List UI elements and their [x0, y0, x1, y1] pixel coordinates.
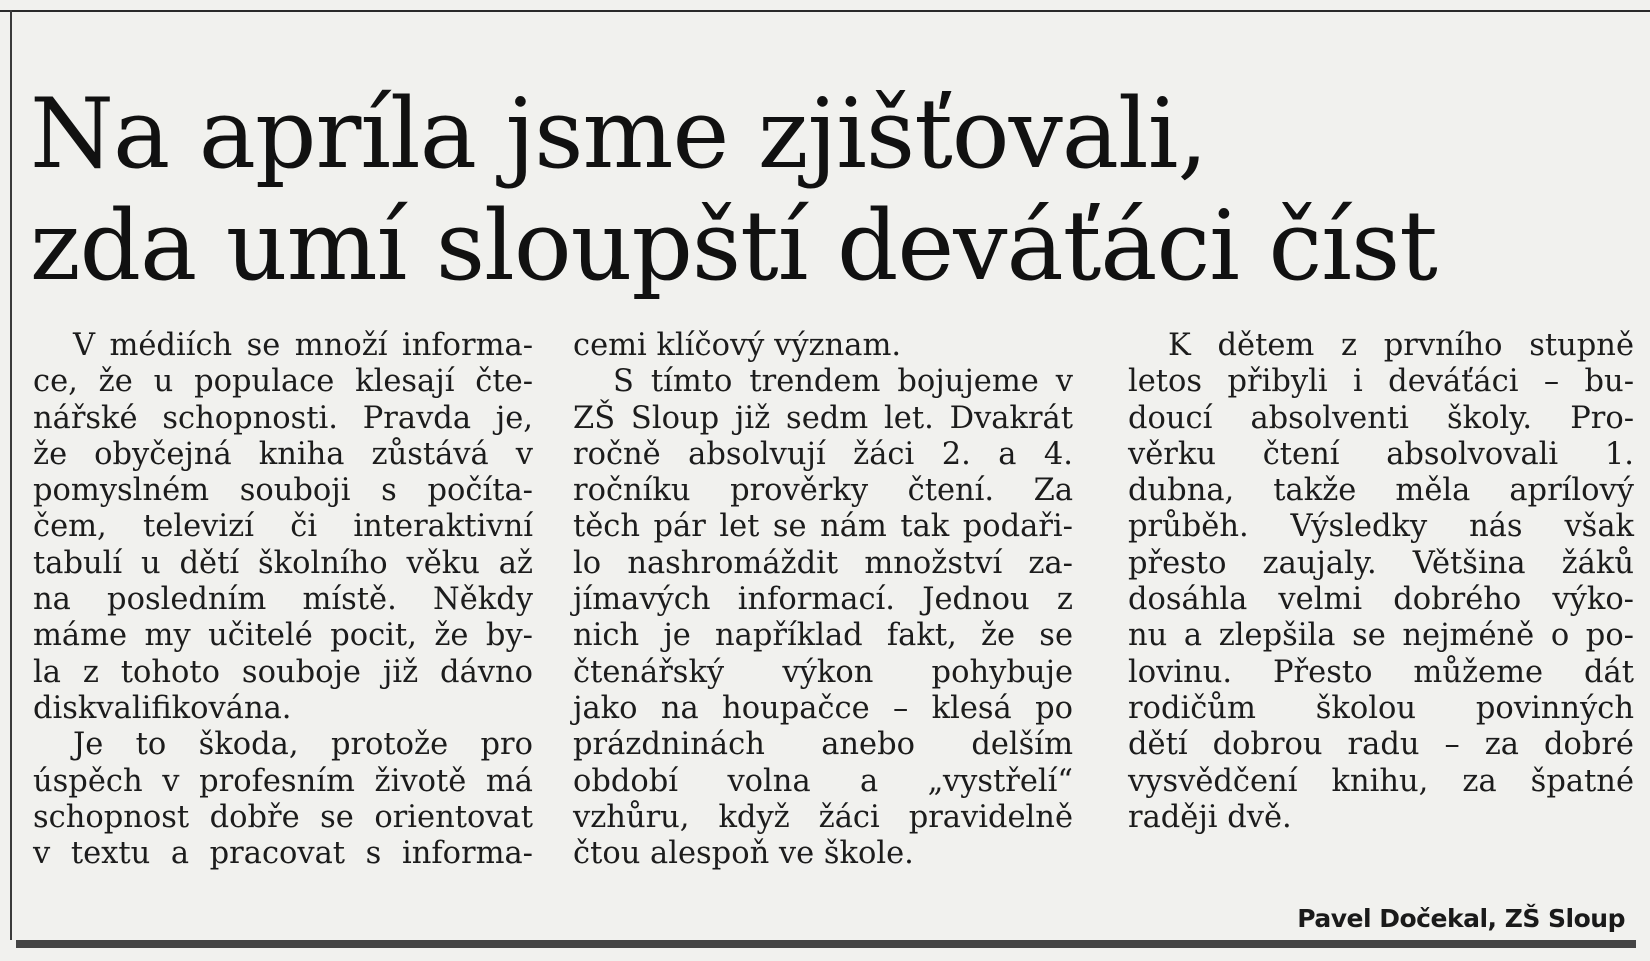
text-line: prázdninách anebo delším [573, 727, 1073, 763]
text-column-3 [1128, 328, 1634, 836]
text-line: na posledním místě. Někdy [33, 582, 533, 618]
text-line: období volna a „vystřelí“ [573, 763, 1073, 799]
text-line: vysvědčení knihu, za špatné [1128, 763, 1634, 799]
top-border-rule [0, 10, 1650, 12]
text-line: ročně absolvují žáci 2. a 4. [573, 436, 1073, 472]
text-line: lo nashromáždit množství za- [573, 545, 1073, 581]
paragraph [33, 727, 533, 872]
text-line: K dětem z prvního stupně [1168, 328, 1634, 363]
text-line: jímavých informací. Jednou z [573, 582, 1073, 618]
text-line: Je to škoda, protože pro [73, 727, 533, 763]
text-line: raději dvě. [1128, 799, 1292, 835]
text-line: čtou alespoň ve škole. [573, 836, 914, 872]
paragraph [33, 328, 533, 727]
text-line: čem, televizí či interaktivní [33, 509, 533, 545]
author-byline: Pavel Dočekal, ZŠ Sloup [1297, 904, 1625, 933]
text-line: nu a zlepšila se nejméně o po- [1128, 618, 1634, 654]
text-line: jako na houpačce – klesá po [573, 690, 1073, 726]
bottom-border-rule [16, 940, 1636, 948]
text-line: dětí dobrou radu – za dobré [1128, 727, 1634, 763]
text-line: úspěch v profesním životě má [33, 763, 533, 799]
headline-line-1: Na apríla jsme zjišťovali, [30, 78, 1207, 190]
text-line: přesto zaujaly. Většina žáků [1128, 545, 1634, 581]
text-line: průběh. Výsledky nás však [1128, 509, 1634, 545]
text-line: nářské schopnosti. Pravda je, [33, 400, 533, 436]
text-line: v textu a pracovat s informa- [33, 836, 533, 872]
text-line: těch pár let se nám tak podaři- [573, 509, 1073, 545]
paragraph [1128, 328, 1634, 836]
text-line: vzhůru, když žáci pravidelně [573, 799, 1073, 835]
text-line: pomyslném souboji s počíta- [33, 473, 533, 509]
text-line: nich je například fakt, že se [573, 618, 1073, 654]
text-line: rodičům školou povinných [1128, 690, 1634, 726]
text-line: ce, že u populace klesají čte- [33, 364, 533, 400]
text-line: ZŠ Sloup již sedm let. Dvakrát [573, 400, 1073, 436]
text-line: ročníku prověrky čtení. Za [573, 473, 1073, 509]
text-column-1 [33, 328, 533, 872]
text-line: diskvalifikována. [33, 690, 292, 726]
text-line: čtenářský výkon pohybuje [573, 654, 1073, 690]
text-line: že obyčejná kniha zůstává v [33, 436, 533, 472]
paragraph [573, 328, 1073, 364]
text-line: schopnost dobře se orientovat [33, 799, 533, 835]
left-border-rule [10, 10, 12, 940]
headline-line-2: zda umí sloupští deváťáci číst [30, 190, 1437, 302]
text-line: doucí absolventi školy. Pro- [1128, 400, 1634, 436]
text-line: la z tohoto souboje již dávno [33, 654, 533, 690]
text-line: tabulí u dětí školního věku až [33, 545, 533, 581]
text-line: V médiích se množí informa- [73, 328, 533, 363]
text-line: S tímto trendem bojujeme v [613, 364, 1073, 400]
paragraph [573, 364, 1073, 872]
text-line: lovinu. Přesto můžeme dát [1128, 654, 1634, 690]
text-line: letos přibyli i deváťáci – bu- [1128, 364, 1634, 400]
headline [30, 78, 1610, 302]
text-line: máme my učitelé pocit, že by- [33, 618, 533, 654]
text-line: dubna, takže měla aprílový [1128, 473, 1634, 509]
text-column-2 [573, 328, 1073, 872]
text-line: dosáhla velmi dobrého výko- [1128, 582, 1634, 618]
text-line: věrku čtení absolvovali 1. [1128, 436, 1634, 472]
text-line: cemi klíčový význam. [573, 328, 902, 363]
